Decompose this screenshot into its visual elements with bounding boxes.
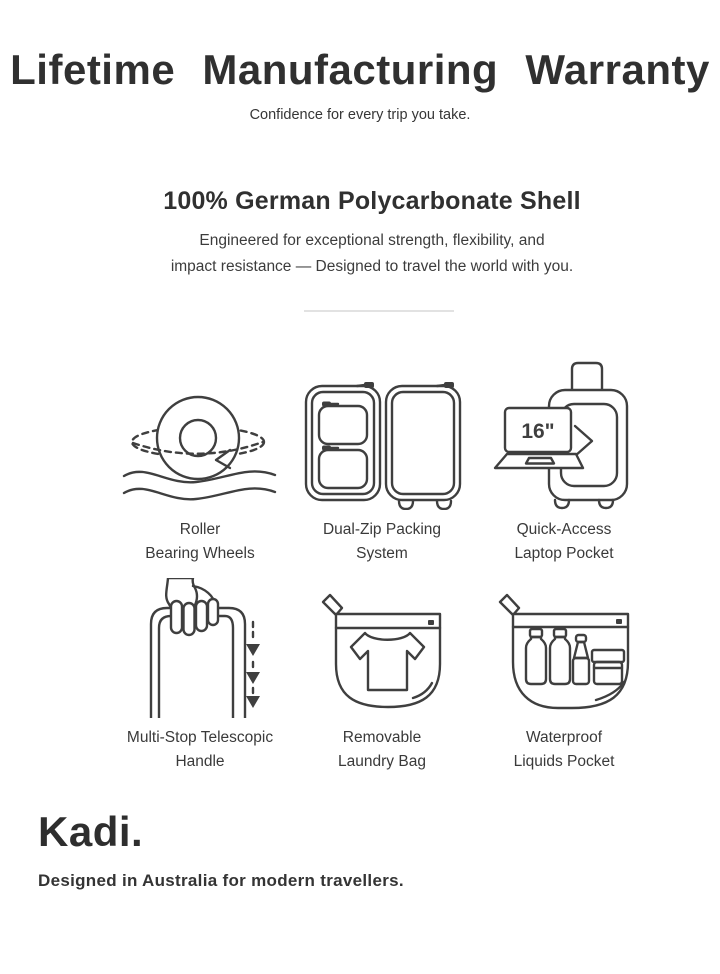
feature-label-line1: Waterproof (525, 729, 603, 746)
feature-label (109, 518, 291, 566)
feature-label-line2: Handle (175, 753, 225, 770)
feature-liquids-pocket (473, 576, 655, 774)
page-title: Lifetime Manufacturing Warranty (10, 46, 710, 93)
shell-section (12, 187, 720, 280)
brand-logo: Kadi. (38, 808, 144, 855)
roller-wheel-icon (109, 348, 291, 510)
feature-dual-zip (291, 348, 473, 566)
dual-zip-suitcase-icon (291, 348, 473, 510)
feature-label-line2: Laptop Pocket (514, 545, 614, 562)
shell-description (12, 228, 720, 280)
page-header (0, 46, 720, 123)
feature-label-line2: Bearing Wheels (145, 545, 255, 562)
page-subtitle: Confidence for every trip you take. (249, 107, 471, 123)
telescopic-handle-icon (109, 576, 291, 718)
warranty-page (0, 46, 720, 891)
shell-heading: 100% German Polycarbonate Shell (163, 187, 581, 215)
feature-label-line2: Laundry Bag (338, 753, 426, 770)
feature-label (473, 726, 655, 774)
feature-label-line1: Multi-Stop Telescopic (126, 729, 274, 746)
feature-label-line2: System (356, 545, 408, 562)
feature-label (109, 726, 291, 774)
shell-description-line1: Engineered for exceptional strength, flexibility, and (199, 232, 545, 249)
feature-roller-wheels (109, 348, 291, 566)
footer-tagline: Designed in Australia for modern travellers. (38, 871, 404, 890)
feature-label-line1: Dual-Zip Packing (322, 521, 442, 538)
laundry-bag-icon (291, 576, 473, 718)
features-grid (109, 348, 655, 774)
feature-label (291, 726, 473, 774)
feature-label-line1: Roller (179, 521, 221, 538)
feature-telescopic-handle (109, 576, 291, 774)
page-footer (38, 808, 720, 891)
feature-label (473, 518, 655, 566)
feature-laptop-pocket (473, 348, 655, 566)
feature-label (291, 518, 473, 566)
liquids-pouch-icon (473, 576, 655, 718)
laptop-pocket-icon (473, 348, 655, 510)
feature-laundry-bag (291, 576, 473, 774)
section-divider (304, 310, 454, 312)
feature-label-line2: Liquids Pocket (513, 753, 615, 770)
feature-label-line1: Quick-Access (516, 521, 612, 538)
shell-description-line2: impact resistance — Designed to travel the world with you. (170, 258, 574, 275)
laptop-size-label: 16" (521, 420, 555, 443)
feature-label-line1: Removable (342, 729, 422, 746)
